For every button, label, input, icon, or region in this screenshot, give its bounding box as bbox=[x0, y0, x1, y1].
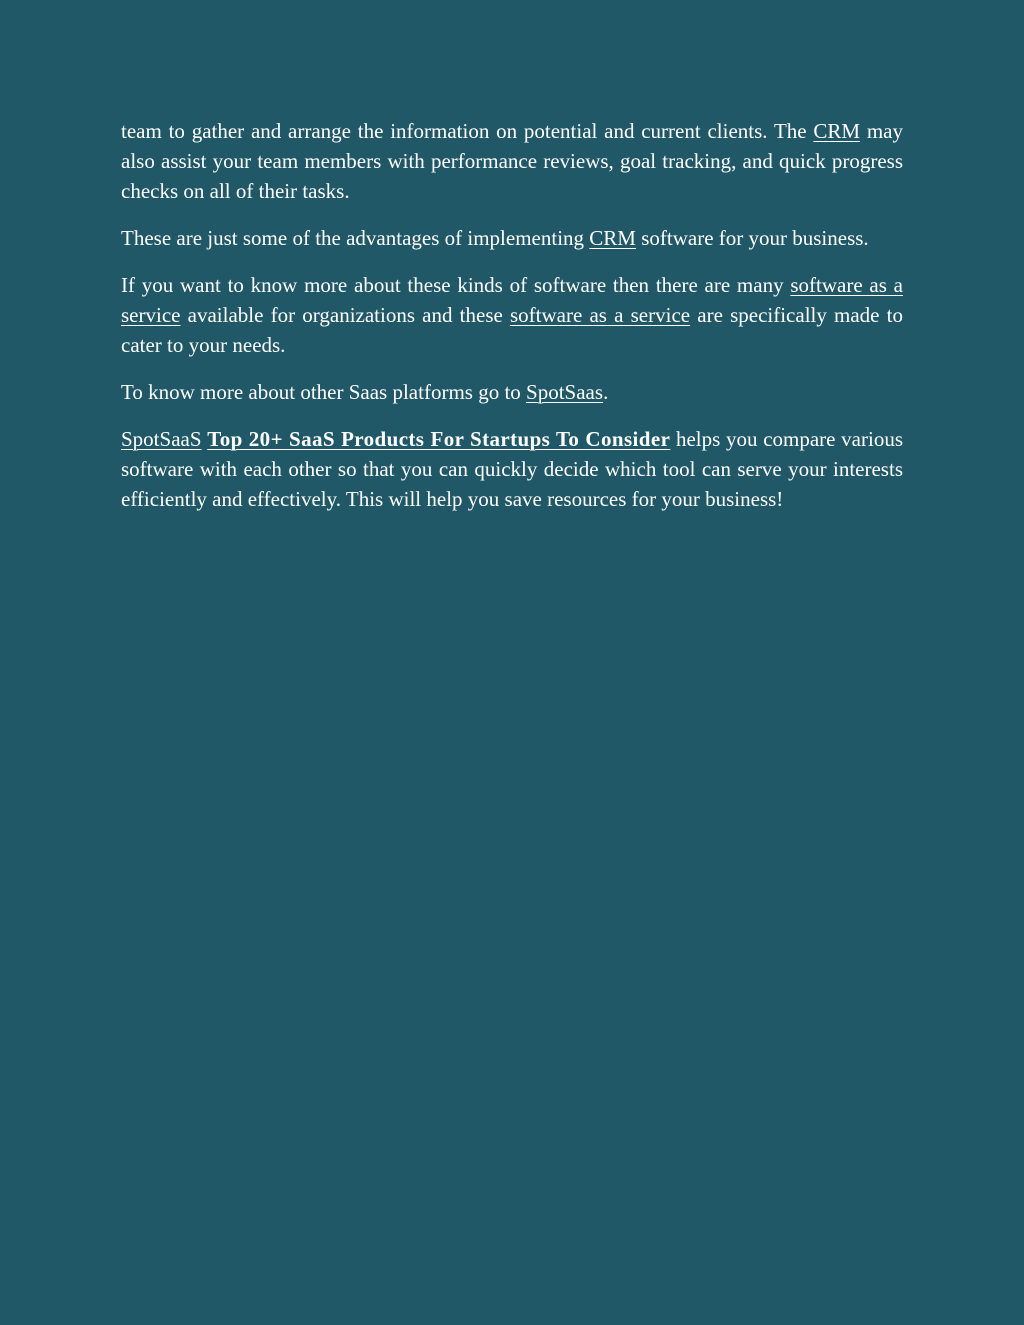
paragraph-text: team to gather and arrange the information on potential and current clients. The bbox=[121, 119, 814, 143]
paragraph-text: may also assist your team members with performance reviews, goal tracking, and quick progress checks on all of their tasks. bbox=[121, 119, 903, 203]
top-20-saas-products-link[interactable]: Top 20+ SaaS Products For Startups To Consider bbox=[207, 427, 671, 451]
software-as-a-service-link[interactable]: software as a service bbox=[510, 303, 691, 327]
paragraph-crm-intro bbox=[121, 116, 903, 206]
software-as-a-service-link[interactable]: software as a service bbox=[121, 273, 903, 327]
spotsaas-link[interactable]: SpotSaaS bbox=[121, 427, 202, 451]
paragraph-text: If you want to know more about these kinds of software then there are many bbox=[121, 273, 791, 297]
spotsaas-link[interactable]: SpotSaas bbox=[526, 380, 604, 404]
crm-link[interactable]: CRM bbox=[813, 119, 861, 143]
paragraph-text: software for your business. bbox=[635, 226, 869, 250]
paragraph-spotsaas-cta bbox=[121, 377, 903, 407]
paragraph-text: . bbox=[603, 380, 609, 404]
paragraph-spotsaas-summary bbox=[121, 424, 903, 514]
paragraph-text: helps you compare various software with each other so that you can quickly decide which tool can serve your interests efficiently and effectively. This will help you save resources for your business! bbox=[121, 427, 903, 511]
paragraph-text: These are just some of the advantages of implementing bbox=[121, 226, 590, 250]
document-page bbox=[121, 116, 903, 531]
paragraph-text: are specifically made to cater to your needs. bbox=[121, 303, 904, 357]
paragraph-saas-info bbox=[121, 270, 903, 360]
paragraph-text: available for organizations and these bbox=[180, 303, 510, 327]
paragraph-advantages bbox=[121, 223, 903, 253]
paragraph-text: To know more about other Saas platforms go to bbox=[121, 380, 527, 404]
crm-link[interactable]: CRM bbox=[589, 226, 636, 250]
